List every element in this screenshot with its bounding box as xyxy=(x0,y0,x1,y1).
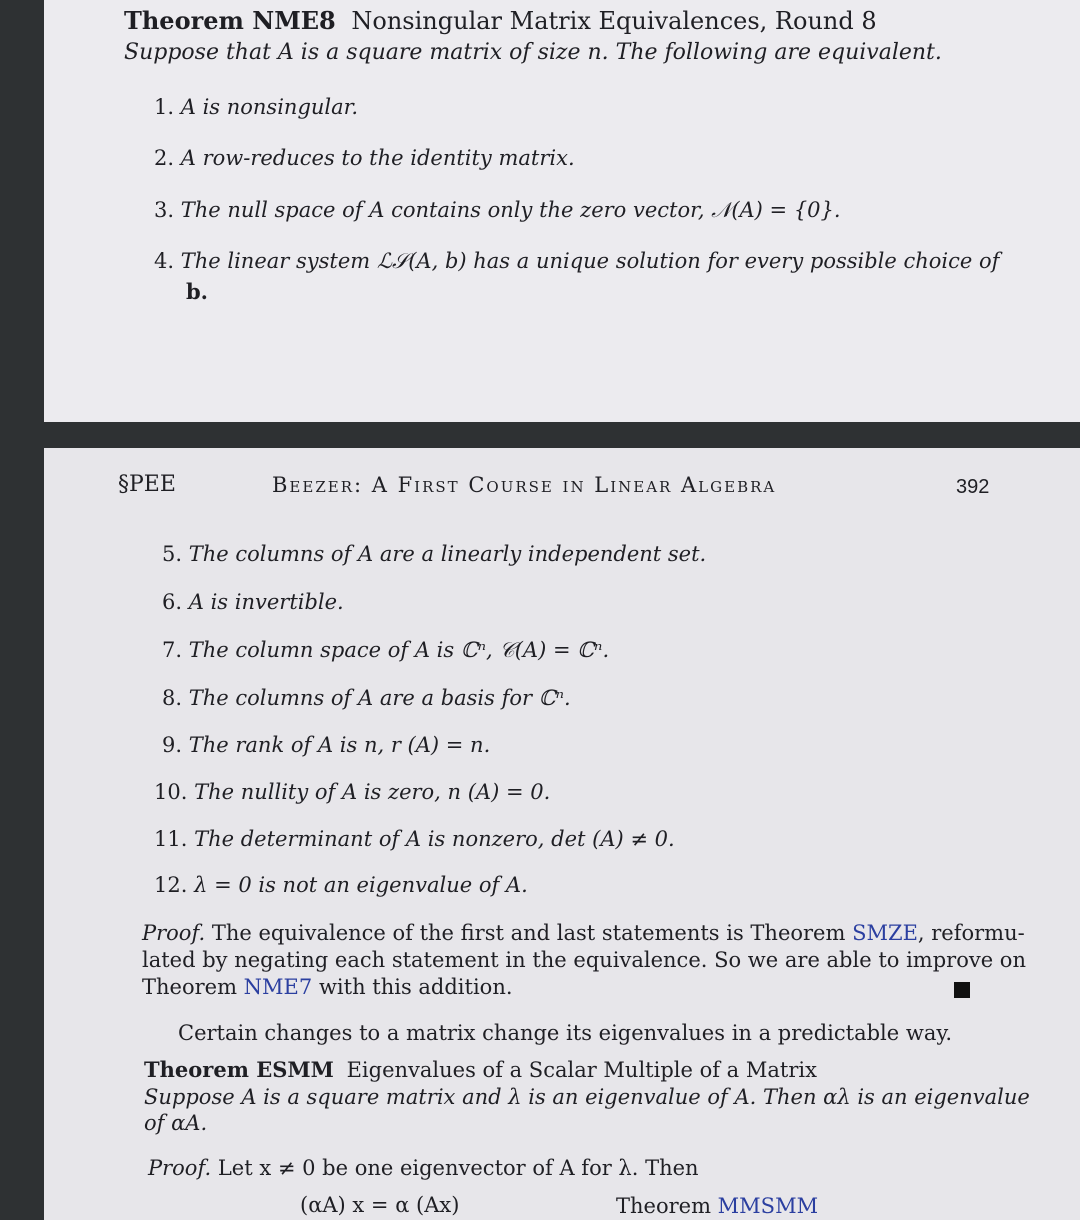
bottom-page xyxy=(44,448,1080,1220)
proof-line: Theorem NME7 with this addition. xyxy=(142,975,513,999)
equation-justification: Theorem MMSMM xyxy=(616,1194,819,1218)
list-item: 5. The columns of A are a linearly independent set. xyxy=(162,542,707,566)
list-item: 10. The nullity of A is zero, n (A) = 0. xyxy=(154,780,551,804)
proof-line: Proof. The equivalence of the first and last statements is Theorem SMZE, reformu- xyxy=(142,921,1025,945)
intro-paragraph: Certain changes to a matrix change its eigenvalues in a predictable way. xyxy=(178,1021,953,1045)
theorem-label: Theorem NME8 xyxy=(124,6,336,35)
running-header-title: Beezer: A First Course in Linear Algebra xyxy=(272,473,777,497)
list-item: 12. λ = 0 is not an eigenvalue of A. xyxy=(154,873,528,897)
proof-line: lated by negating each statement in the equivalence. So we are able to improve on xyxy=(142,948,1026,972)
list-item: 2. A row-reduces to the identity matrix. xyxy=(154,146,575,170)
theorem-esmm-heading: Theorem ESMM Eigenvalues of a Scalar Multiple of a Matrix xyxy=(144,1057,817,1082)
link-nme7[interactable]: NME7 xyxy=(243,975,313,999)
link-smze[interactable]: SMZE xyxy=(852,921,918,945)
theorem-statement: Suppose that A is a square matrix of size n. The following are equivalent. xyxy=(124,40,942,65)
theorem-esmm-statement: of αA. xyxy=(144,1111,208,1135)
list-item: 6. A is invertible. xyxy=(162,590,344,614)
list-item-continuation: b. xyxy=(186,279,208,304)
theorem-nme8-heading xyxy=(124,6,877,35)
section-marker: §PEE xyxy=(118,472,176,497)
list-item: 8. The columns of A are a basis for ℂⁿ. xyxy=(162,686,571,710)
proof-line: Proof. Let x ≠ 0 be one eigenvector of A for λ. Then xyxy=(148,1156,699,1180)
qed-symbol xyxy=(954,982,970,998)
equation: (αA) x = α (Ax) xyxy=(300,1193,460,1217)
link-mmsmm[interactable]: MMSMM xyxy=(717,1194,819,1218)
list-item: 1. A is nonsingular. xyxy=(154,95,359,119)
top-page xyxy=(44,0,1080,422)
list-item: 7. The column space of A is ℂⁿ, 𝒞(A) = ℂⁿ. xyxy=(162,638,610,662)
page-number: 392 xyxy=(956,476,990,498)
list-item: 9. The rank of A is n, r (A) = n. xyxy=(162,733,491,757)
list-item: 11. The determinant of A is nonzero, det (A) ≠ 0. xyxy=(154,827,675,851)
theorem-esmm-statement: Suppose A is a square matrix and λ is an eigenvalue of A. Then αλ is an eigenvalue xyxy=(144,1085,1030,1109)
theorem-name: Nonsingular Matrix Equivalences, Round 8 xyxy=(351,7,877,35)
list-item: 4. The linear system ℒ𝒮(A, b) has a unique solution for every possible choice of xyxy=(154,249,1000,273)
list-item: 3. The null space of A contains only the zero vector, 𝒩(A) = {0}. xyxy=(154,198,841,222)
